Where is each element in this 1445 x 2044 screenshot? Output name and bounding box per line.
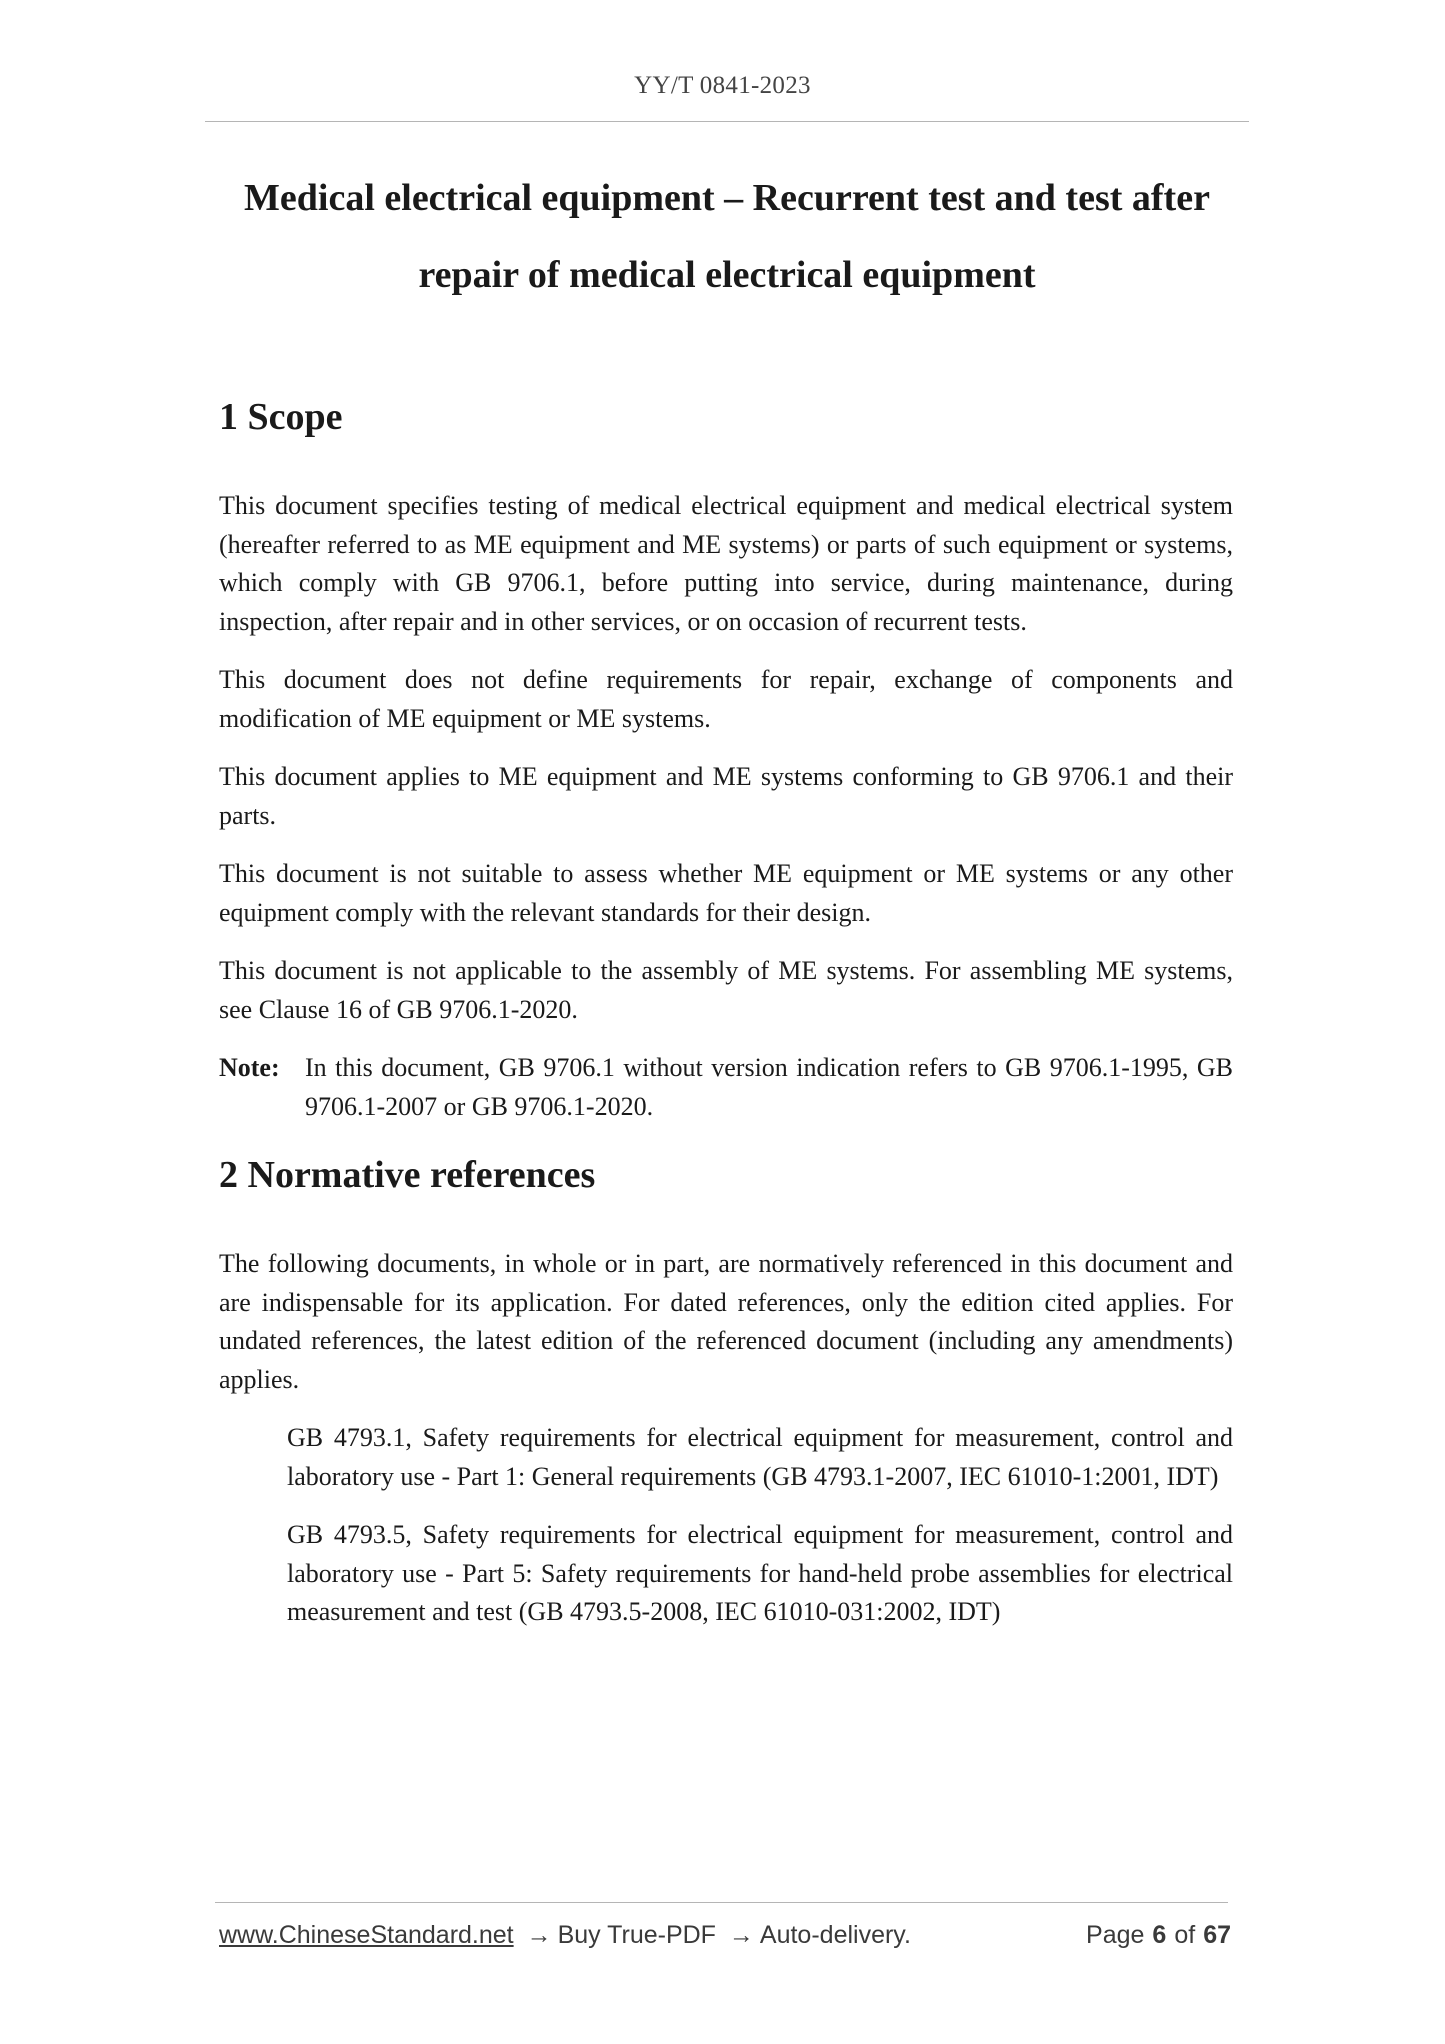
page-footer [219,1921,1231,1950]
site-link[interactable]: www.ChineseStandard.net [219,1921,514,1949]
arrow-right-icon: → [526,1921,552,1949]
scope-note [219,1049,1233,1126]
section-heading-normative-references: 2 Normative references [219,1154,596,1196]
delivery-text: Auto-delivery. [759,1921,911,1949]
section-normative-references [219,1146,1233,1632]
section-scope [219,388,1233,1126]
note-label: Note: [219,1053,280,1082]
page-number: 6 [1152,1921,1167,1949]
footer-promo [219,1921,911,1950]
scope-paragraph-3: This document applies to ME equipment and ME systems conforming to GB 9706.1 and their parts. [219,762,1233,830]
reference-item: GB 4793.1, Safety requirements for electrical equipment for measurement, control and laboratory use - Part 1: General requirements (GB 4793.1-2007, IEC 61010-1:2001, IDT) [287,1423,1233,1491]
scope-paragraph-4: This document is not suitable to assess whether ME equipment or ME systems or any other equipment comply with the relevant standards for their design. [219,859,1233,927]
running-header: YY/T 0841-2023 [634,72,811,99]
document-title-line-1: Medical electrical equipment – Recurrent test and test after [244,177,1210,219]
document-body [219,388,1233,1652]
arrow-right-icon: → [728,1921,754,1949]
note-text: In this document, GB 9706.1 without version indication refers to GB 9706.1-1995, GB 9706.1-2007 or GB 9706.1-2020. [305,1053,1233,1121]
scope-paragraph-1: This document specifies testing of medical electrical equipment and medical electrical system (hereafter referred to as ME equipment and ME systems) or parts of such equipment or systems, which comply with GB 9706.1, before putting into service, during maintenance, during inspection, after repair and in other services, or on occasion of recurrent tests. [219,491,1233,636]
document-title-line-2: repair of medical electrical equipment [418,254,1036,296]
normative-references-intro: The following documents, in whole or in part, are normatively referenced in this document and are indispensable for its application. For dated references, only the edition cited applies. For undated references, the latest edition of the referenced document (including any amendments) applies. [219,1249,1233,1394]
footer-divider [215,1902,1228,1903]
reference-item: GB 4793.5, Safety requirements for electrical equipment for measurement, control and laboratory use - Part 5: Safety requirements for hand-held probe assemblies for electrical measurement and test (GB 4793.5-2008, IEC 61010-031:2002, IDT) [287,1520,1233,1626]
page-total: 67 [1203,1921,1231,1949]
document-title [205,160,1249,314]
scope-paragraph-2: This document does not define requirements for repair, exchange of components and modification of ME equipment or ME systems. [219,665,1233,733]
header-divider [205,121,1249,122]
section-heading-scope: 1 Scope [219,396,343,438]
page-indicator [1086,1921,1231,1950]
of-label: of [1174,1921,1196,1949]
page-label: Page [1086,1921,1145,1949]
scope-paragraph-5: This document is not applicable to the assembly of ME systems. For assembling ME systems, see Clause 16 of GB 9706.1-2020. [219,956,1233,1024]
buy-text: Buy True-PDF [557,1921,716,1949]
